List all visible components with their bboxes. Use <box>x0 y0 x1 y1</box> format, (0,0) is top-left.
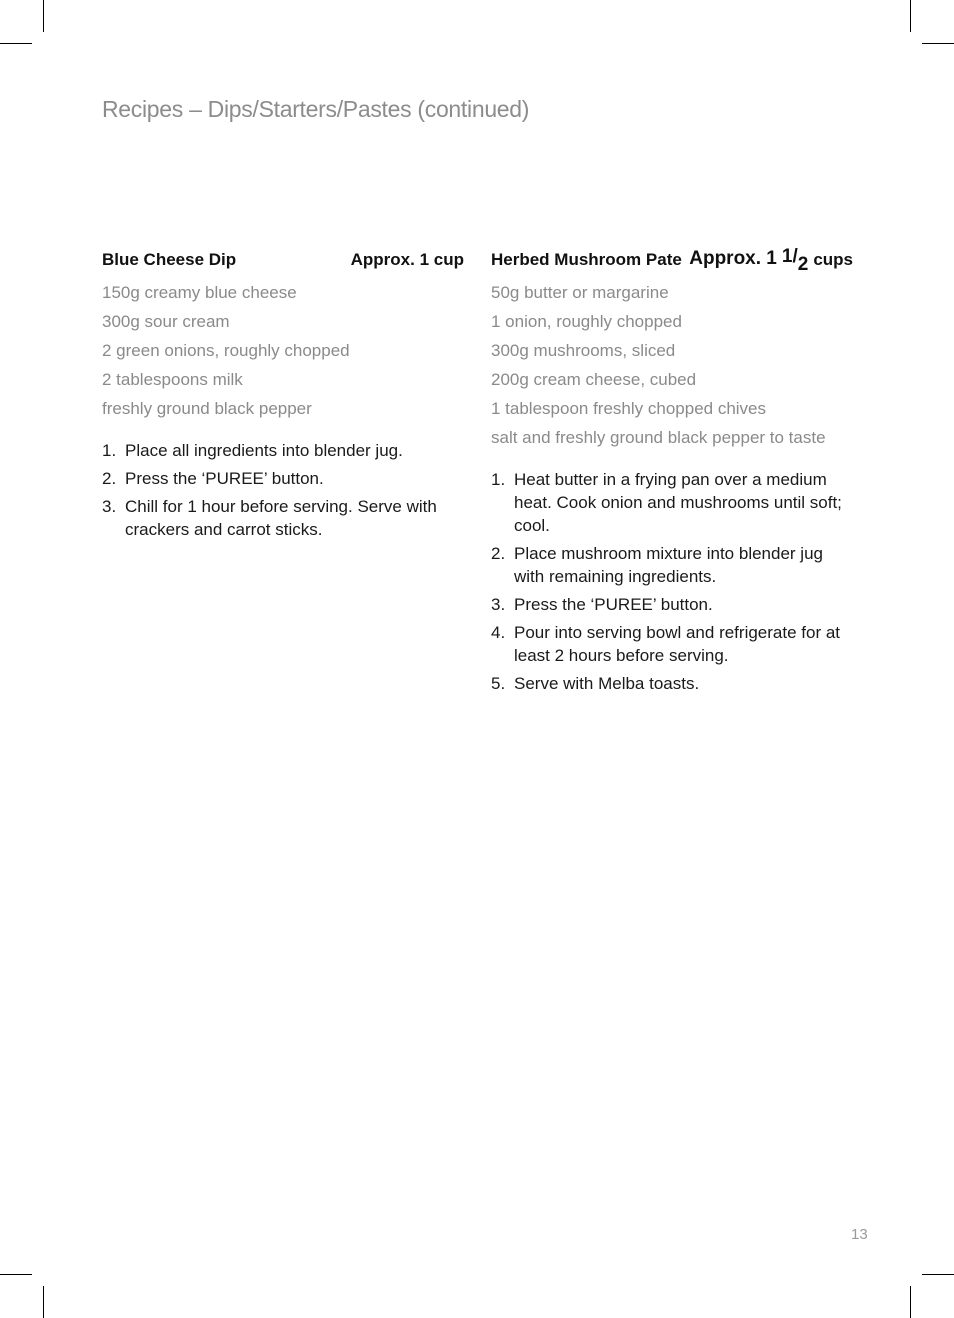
step-text: Press the ‘PUREE’ button. <box>514 595 713 614</box>
step-number: 2. <box>491 544 506 563</box>
crop-mark-top-left-vertical <box>43 0 44 32</box>
crop-mark-top-left-horizontal <box>0 43 32 44</box>
page-title: Recipes – Dips/Starters/Pastes (continued) <box>102 96 530 122</box>
method-step <box>102 495 464 541</box>
crop-mark-top-right-horizontal <box>922 43 954 44</box>
step-text: Heat butter in a frying pan over a medium heat. Cook onion and mushrooms until soft; cool. <box>514 470 842 535</box>
method-steps <box>102 439 464 541</box>
step-text: Press the ‘PUREE’ button. <box>125 469 324 488</box>
yield-suffix: cups <box>813 250 853 269</box>
ingredient-item: 1 onion, roughly chopped <box>491 312 682 331</box>
method-step <box>491 621 853 667</box>
ingredient-list <box>491 278 853 452</box>
ingredient-item: salt and freshly ground black pepper to taste <box>491 428 826 447</box>
ingredient-list <box>102 278 464 423</box>
crop-mark-top-right-vertical <box>910 0 911 32</box>
step-text: Pour into serving bowl and refrigerate for at least 2 hours before serving. <box>514 623 841 665</box>
recipe-name: Herbed Mushroom Pate <box>491 250 682 269</box>
yield-prefix: Approx. 1 <box>689 248 777 269</box>
recipe-blue-cheese-dip <box>102 240 464 546</box>
method-step <box>491 593 853 616</box>
recipe-yield: Approx. 1 cup <box>350 250 464 269</box>
crop-mark-bottom-right-vertical <box>910 1286 911 1318</box>
ingredient-item: 2 tablespoons milk <box>102 370 243 389</box>
step-number: 5. <box>491 674 506 693</box>
method-steps <box>491 468 853 695</box>
ingredient-item: freshly ground black pepper <box>102 399 312 418</box>
yield-fraction-numerator: 1/ <box>781 246 798 267</box>
ingredient-item: 1 tablespoon freshly chopped chives <box>491 399 767 418</box>
step-text: Chill for 1 hour before serving. Serve with crackers and carrot sticks. <box>125 497 437 539</box>
page-number: 13 <box>851 1226 868 1243</box>
step-text: Place all ingredients into blender jug. <box>125 441 403 460</box>
method-step <box>491 542 853 588</box>
method-step <box>102 439 464 462</box>
recipe-herbed-mushroom-pate <box>491 240 853 700</box>
recipe-name: Blue Cheese Dip <box>102 250 237 269</box>
step-number: 2. <box>102 469 117 488</box>
crop-mark-bottom-right-horizontal <box>922 1274 954 1275</box>
method-step <box>102 467 464 490</box>
ingredient-item: 150g creamy blue cheese <box>102 283 297 302</box>
step-number: 3. <box>102 497 117 516</box>
step-number: 1. <box>491 470 506 489</box>
yield-fraction-denominator: 2 <box>797 254 809 275</box>
method-step <box>491 468 853 537</box>
ingredient-item: 300g sour cream <box>102 312 230 331</box>
yield-fraction <box>781 246 809 275</box>
step-number: 4. <box>491 623 506 642</box>
method-step <box>491 672 853 695</box>
recipe-yield <box>689 246 853 275</box>
ingredient-item: 200g cream cheese, cubed <box>491 370 697 389</box>
ingredient-item: 300g mushrooms, sliced <box>491 341 676 360</box>
step-number: 1. <box>102 441 117 460</box>
ingredient-item: 50g butter or margarine <box>491 283 669 302</box>
recipe-header <box>491 240 853 275</box>
crop-mark-bottom-left-horizontal <box>0 1274 32 1275</box>
crop-mark-bottom-left-vertical <box>43 1286 44 1318</box>
recipe-header <box>102 240 464 270</box>
step-text: Serve with Melba toasts. <box>514 674 700 693</box>
ingredient-item: 2 green onions, roughly chopped <box>102 341 350 360</box>
step-text: Place mushroom mixture into blender jug with remaining ingredients. <box>514 544 823 586</box>
step-number: 3. <box>491 595 506 614</box>
